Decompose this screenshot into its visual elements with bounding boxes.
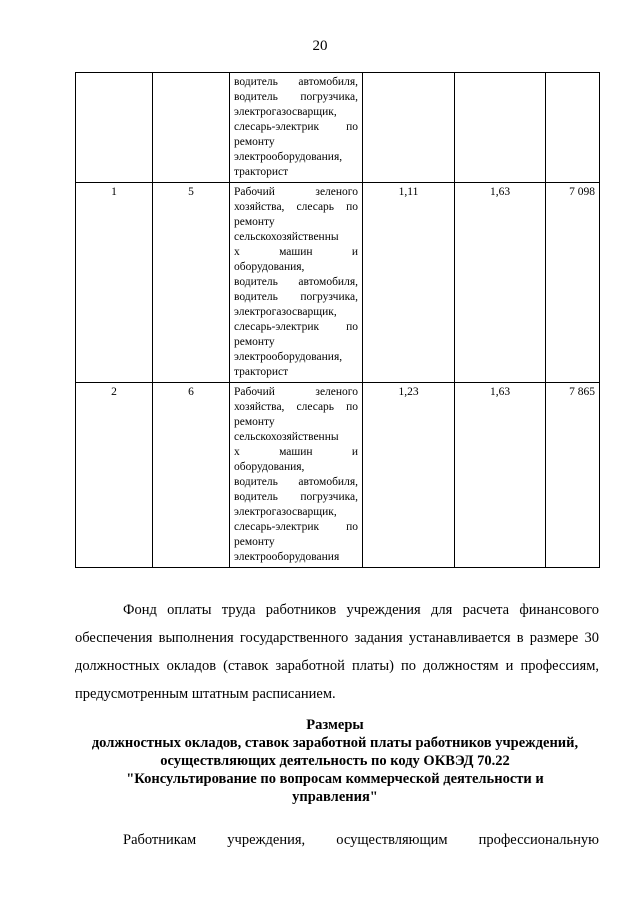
coefficient-cell: 1,11 [363, 183, 455, 383]
salary-cell [546, 73, 600, 183]
profession-line: оборудования, [234, 261, 305, 273]
profession-line: слесарь-электрик по [234, 521, 358, 533]
profession-line: слесарь-электрик по [234, 121, 358, 133]
profession-cell [230, 383, 363, 568]
profession-line: электрооборудования, [234, 151, 343, 163]
heading-line: "Консультирование по вопросам коммерческой деятельности и [126, 771, 544, 787]
coefficient-cell [363, 73, 455, 183]
section-heading [60, 716, 610, 806]
profession-line: х машин и [234, 246, 358, 258]
heading-line: управления" [292, 789, 378, 805]
profession-line: сельскохозяйственны [234, 231, 339, 243]
heading-line: должностных окладов, ставок заработной платы работников учреждений, [91, 735, 579, 751]
profession-line: водитель автомобиля, [234, 276, 358, 288]
profession-line: ремонту [234, 536, 275, 548]
profession-line: водитель автомобиля, [234, 76, 358, 88]
qualification-level-cell [153, 73, 230, 183]
profession-line: тракторист [234, 166, 289, 178]
profession-line: водитель погрузчика, [234, 491, 358, 503]
coefficient-cell: 1,63 [455, 383, 546, 568]
profession-cell [230, 183, 363, 383]
profession-line: электрооборудования [234, 551, 340, 563]
coefficient-cell [455, 73, 546, 183]
qualification-level-cell: 6 [153, 383, 230, 568]
profession-line: х машин и [234, 446, 358, 458]
profession-line: водитель погрузчика, [234, 291, 358, 303]
salary-cell: 7 098 [546, 183, 600, 383]
page-number: 20 [312, 38, 328, 54]
table-row [76, 73, 600, 183]
profession-cell [230, 73, 363, 183]
coefficient-cell: 1,63 [455, 183, 546, 383]
profession-line: оборудования, [234, 461, 305, 473]
heading-line: Размеры [306, 717, 364, 733]
profession-line: хозяйства, слесарь по [234, 201, 358, 213]
profession-line: водитель погрузчика, [234, 91, 358, 103]
profession-line: Рабочий зеленого [234, 186, 358, 198]
qualification-group-cell [76, 73, 153, 183]
salary-fund-paragraph: Фонд оплаты труда работников учреждения для расчета финансового обеспечения выполнения государственного задания устанавливается в размере 30 должностных окладов (ставок заработной платы) по должностям и профессиям, предусмотренным штатным расписанием. [75, 602, 599, 702]
table-row [76, 383, 600, 568]
profession-line: электрогазосварщик, [234, 106, 337, 118]
salary-cell: 7 865 [546, 383, 600, 568]
profession-line: электрооборудования, [234, 351, 343, 363]
profession-line: слесарь-электрик по [234, 321, 358, 333]
profession-line: ремонту [234, 336, 275, 348]
profession-line: электрогазосварщик, [234, 506, 337, 518]
table-row [76, 183, 600, 383]
qualification-group-cell: 1 [76, 183, 153, 383]
coefficient-cell: 1,23 [363, 383, 455, 568]
heading-line: осуществляющих деятельность по коду ОКВЭД 70.22 [160, 753, 510, 769]
qualification-group-cell: 2 [76, 383, 153, 568]
profession-line: Рабочий зеленого [234, 386, 358, 398]
profession-line: тракторист [234, 366, 289, 378]
profession-line: сельскохозяйственны [234, 431, 339, 443]
profession-line: ремонту [234, 416, 275, 428]
profession-line: ремонту [234, 216, 275, 228]
profession-line: электрогазосварщик, [234, 306, 337, 318]
wage-table [75, 72, 600, 568]
qualification-level-cell: 5 [153, 183, 230, 383]
workers-paragraph: Работникам учреждения, осуществляющим профессиональную [123, 832, 599, 848]
profession-line: ремонту [234, 136, 275, 148]
profession-line: водитель автомобиля, [234, 476, 358, 488]
profession-line: хозяйства, слесарь по [234, 401, 358, 413]
